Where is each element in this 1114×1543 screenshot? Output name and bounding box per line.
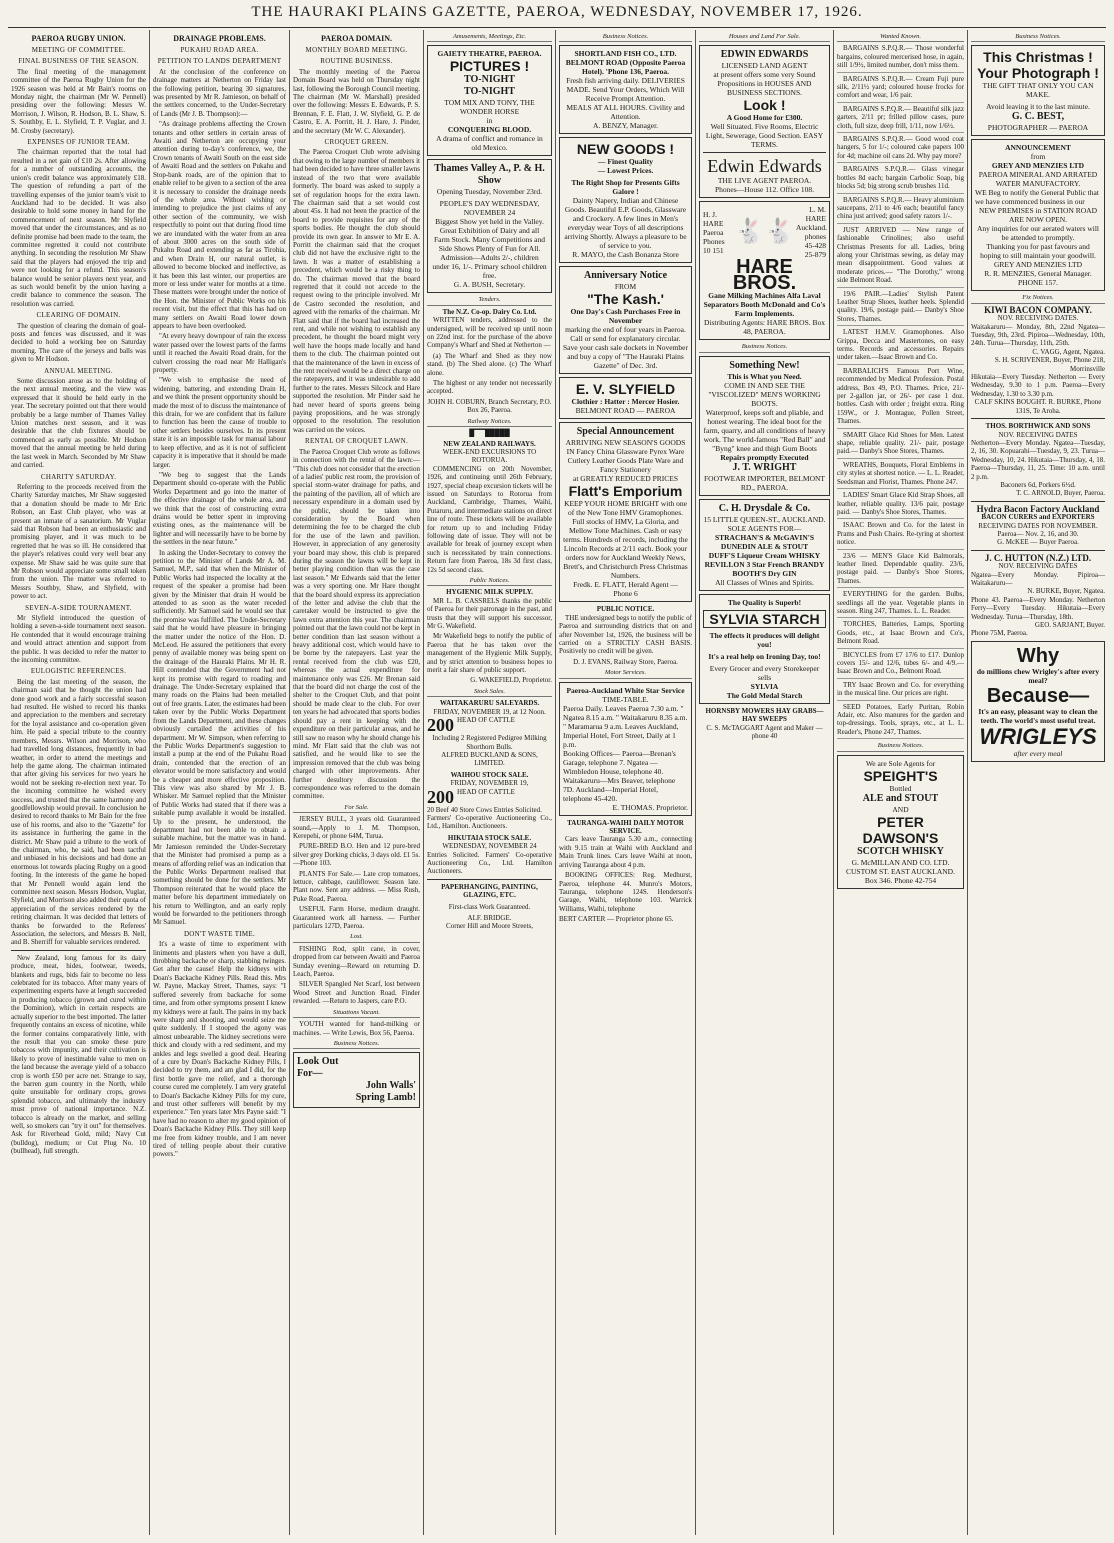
ad-line: NEW PREMISES in STATION ROAD ARE NOW OPEN. (978, 206, 1098, 225)
article-paragraph: "At every heavy downpour of rain the excess water passed over the lowest parts of the farms until it reached the Awaiti Road drain, for the culvert crossing the road near Mr Halligan's property. (153, 332, 286, 375)
ad-line: JOHN H. COBURN, Branch Secretary, P.O. Box 26, Paeroa. (427, 397, 552, 415)
article-subhead: PUKAHU ROAD AREA. (180, 46, 259, 54)
ad-line: Gane Milking Machines Alfa Laval Separators Booth McDonald and Co's Farm Implements. (703, 291, 826, 319)
ad-headline: Because— (986, 684, 1090, 707)
ad-line: FRIDAY, NOVEMBER 19, (450, 779, 529, 788)
column-business-1 (556, 30, 696, 1535)
kash-anniversary-ad (559, 266, 692, 374)
ad-line: TO-NIGHT (464, 74, 515, 86)
ad-line: THE LIVE AGENT PAEROA. (717, 176, 812, 186)
classified-ad: FISHING Rod, split cane, in cover, dropped from car between Awaiti and Paeroa Sunday evening—Reward on returning D. Leach, Paeroa. (293, 944, 420, 979)
article-subhead: SEVEN-A-SIDE TOURNAMENT. (25, 603, 132, 612)
ad-headline: Spring Lamb! (355, 1092, 416, 1104)
ad-line: KEEP YOUR HOME BRIGHT with one of the New Tone HMV Gramophones. Full stocks of HMV, La Gloria, and Mellow Tone Machines. Cash or easy terms. Hundreds of records, including the Lincoln Records at 2/11 each. Book your orders now for Auckland Weekly News, Brett's, and Christchurch Press Christmas Numbers. (563, 499, 688, 581)
ad-line: Phones—House 112. Office 108. (715, 185, 814, 195)
ad-line: Corner Hill and Moore Streets, (446, 922, 533, 931)
wanted-known-item: SEED Potatoes, Early Puritan, Robin Adair, etc. Also manures for the garden and top-dressings. Tools, sprays, etc., at L. L. Reader's, Phone 247, Thames. (837, 703, 964, 740)
train-icon: █▔▔█████ (469, 429, 510, 438)
article-subhead: CROQUET GREEN. (324, 138, 389, 147)
ad-line: DUFF'S Liqueur Cream WHISKY (708, 550, 821, 560)
article-subhead: EULOGISTIC REFERENCES. (30, 667, 127, 676)
ad-headline: The N.Z. Co-op. Dairy Co. Ltd. (442, 307, 537, 316)
section-label: Tenders. (427, 296, 552, 305)
section-label: For Sale. (293, 804, 420, 813)
article-subhead: EXPENSES OF JUNIOR TEAM. (27, 138, 130, 147)
section-label: Public Notices. (427, 577, 552, 586)
section-label: Business Notices. (837, 742, 964, 751)
column-wanted-known (834, 30, 968, 1535)
ad-paragraph: COMMENCING on 20th November, 1926, and continuing until 26th February, 1927, special cheap excursion tickets will be issued on Saturdays to Rotorua from Auckland, Cambridge, Thames, Waihi, Putaruru, and intermediate stations on direct line of route. These tickets will be available for return up to and including Friday following date of issue. They will not be available for break of journey except when such is necessitated by train connections. Return fare from Paeroa, 18s 3d first class, 12s 5d second class. (427, 464, 552, 574)
gaiety-theatre-ad (427, 45, 552, 156)
ad-headline: Your Photograph ! (977, 65, 1099, 82)
ad-headline: For— (297, 1068, 323, 1080)
ad-line: AND (892, 804, 909, 814)
ad-line: Call or send for explanatory circular. (570, 334, 681, 344)
ad-line: C. S. McTAGGART Agent and Maker — phone 40 (706, 723, 823, 741)
ad-line: BELMONT ROAD — PAEROA (575, 406, 676, 416)
ad-headline: E. V. SLYFIELD (575, 381, 676, 398)
ad-line: One Day's Cash Purchases Free in November (570, 307, 681, 326)
walls-lamb-ad (293, 1052, 420, 1108)
ad-line: The Right Shop for Presents Gifts Galore ! (571, 178, 680, 197)
fish-co-ad (559, 45, 692, 134)
article-paragraph: It's a waste of time to experiment with liniments and plasters when you have a dull, throbbing backache or sharp, stabbing twinges. Get after the cause! Help the kidneys with Doan's Backache Kidney Pills. Read this. Mrs W. Payne, Mackay Street, Thames, says: "I suffered severely from backache for some time, and from other symptoms present I knew my kidneys were at fault. The pains in my back were sharp and shooting, and would seize me quite suddenly. If I stooped the agony was almost unbearable. The kidney secretions were thick and cloudy with a red sediment, and my ankles and legs swelled a good deal. Hearing of a cure by Doan's Backache Kidney Pills, I decided to try them, and am glad I did, for the first bottle gave me relief, and a thorough course cured me completely. I am very grateful to Doan's Backache Kidney Pills for my cure, and trust other sufferers will benefit by my experience." Ten years later Mrs Payne said: "I have had no reason to alter my good opinion of Doan's Backache Kidney Pills. They still keep me free from kidney trouble, and I am never tired of telling people about their curative powers." (153, 940, 286, 1159)
cattle-count: 200 (427, 786, 454, 807)
ad-line: Clothier : Hatter : Mercer Hosier. (571, 397, 680, 407)
ad-line: RECEIVING DATES FOR NOVEMBER. (978, 521, 1098, 530)
column-drainage (150, 30, 290, 1535)
article-subhead: MONTHLY BOARD MEETING. (305, 46, 408, 54)
ad-line: HEAD OF CATTLE (457, 716, 515, 725)
ad-line: NOV. RECEIVING DATES (998, 430, 1078, 439)
ad-headline: TAURANGA-WAIHI DAILY MOTOR SERVICE. (567, 818, 684, 836)
article-subhead: FINAL BUSINESS OF THE SEASON. (18, 57, 139, 66)
ad-line: REVILLON 3 Star French BRANDY (704, 559, 825, 569)
classified-ad: PURE-BRED B.O. Hen and 12 pure-bred silver grey Dorking chicks, 3 days old. £1 5s.—Phone 103. (293, 842, 420, 868)
ad-line: after every meal (1013, 748, 1063, 758)
wanted-known-item: BARGAINS S.P.Q.R.— Beautiful silk jazz garters, 2/11 pr; frilled pillow cases, pure cloth, full size, deep frill, 1/11, now 1/6½. (837, 105, 964, 133)
ad-line: Admission—Adults 2/-, children under 16, 1/-. Primary school children free. (432, 253, 547, 281)
ad-line: PHONE 157. (1017, 278, 1058, 288)
ad-line: It's a real help on Ironing Day, too! (708, 651, 821, 661)
wanted-known-item: BARBALICH'S Famous Port Wine, recommended by Medical Profession. Postal address, Box 49, P.O. Thames. Price, 21/- per 2-gallon jar, or 26/- per case 1 doz. bottles. Cash with order ; freight extra. Ring 159W., or J. Montague, Pollen Street, Thames. (837, 367, 964, 429)
ad-line: PHOTOGRAPHER — PAEROA (987, 123, 1089, 133)
ad-line: The effects it produces will delight you! (709, 630, 820, 649)
ad-headline: WAITAKARURU SALEYARDS. (439, 699, 540, 708)
ad-headline: EDWIN EDWARDS (720, 49, 809, 61)
ad-line: Biggest Show yet held in the Valley. Great Exhibition of Dairy and all Farm Stock. Many Competitions and Side Shows Plenty of Fun for All. (433, 217, 546, 254)
ad-headline: This Christmas ! (983, 49, 1093, 66)
section-label: Fix Notices. (971, 294, 1105, 303)
ad-headline: HIKUTAIA STOCK SALE. (447, 833, 532, 842)
article-paragraph: The final meeting of the management committee of the Paeroa Rugby Union for the 1926 season was held at Mr Bain's rooms on Monday night, the chairman (Mr W. Pennell) presiding over the following: Messrs W. Morrison, J. Wilson, R. Hodson, B. L. Shaw, S. S. Southby, E. L. Slyfield, T. P. Vuglar, and J. M. Crosby (secretary). (11, 67, 146, 135)
article-paragraph: "As drainage problems affecting the Crown tenants and other settlers in certain areas of Awaiti and Netherton are occupying your attention during to-day's conference, we, the Crown tenants of Awaiti South on the east side of Awaiti Road and the settlers on Pukahu and Stop-bank roads, are of the opinion that to enable relief to be given to a section of the area it is necessary to consider the drainage needs of the whole area. Without wishing or intending to prejudice the just claims of any other section of the community, we wish respectfully to point out that during flood time we are inundated with the water from an area of about 3000 acres on the south side of Pukahu Road and extending as far as Tirohia, and when Drain H, our natural outlet, is allowed to become blocked and ineffective, as it has been this last winter, our properties are more or less under water for months at a time. These matters were brought under the notice of the Hon. the Minister of Public Works on his recent visit, but the effect that this has had on many settlers on Awaiti Road lower down appears to have been overlooked. (153, 120, 286, 330)
ad-line: R. R. MENZIES, General Manager. (984, 269, 1092, 279)
photographer-ad (971, 45, 1105, 136)
ad-headline: HYGIENIC MILK SUPPLY. (446, 588, 533, 597)
wanted-known-item: TRY Isaac Brown and Co. for everything in the musical line. Our prices are right. (837, 681, 964, 701)
ad-line: SCOTCH WHISKY (857, 845, 944, 857)
article-paragraph: The Paeroa Croquet Club wrote as follows in connection with the rental of the lawn:— "This club does not consider that the erection of a ladies' public rest room, the provision of special storm-water drainage for paths, and the painting of the pavilion, all of which are necessary expenditure in a domain used by the public, should be taken into consideration by the Board when determining the fee to be charged the club for the use of the lawn and pavilion. However, in appreciation of any generosity your board may show, this club is prepared during the season the lawns will be kept in better playing condition than was the case last season." Mr Edwards said that the letter was a very sporting one. Mr Hare thought that the board should express its appreciation of the letter and advise the club that the caretaker would be instructed to give the lawn extra attention this year. The chairman pointed out that the lawn could not be kept in better condition than last season without a heavy additional cost, which would have to be borne by the ratepayers. Last year the rental received from the club was £20, whereas the actual expenditure for maintenance only was £26. Mr Brenan said that the board did not charge the cost of the shelter to the Croquet Club, and that point should be made clear to the club. For over ten years he had advocated that sports bodies should pay a rent in keeping with the expenditure on their particular areas, and he still saw no reason why he should change his mind. Mr Flatt said that the club was not satisfied, and he would like to see the impression removed that the club was being charged with other improvements. After further desultory discussion the correspondence was referred to the domain committee. (293, 447, 420, 801)
ad-line: It's an easy, pleasant way to clean the teeth. The world's most useful treat. (978, 706, 1098, 725)
ad-line: Repairs promptly Executed (720, 452, 809, 462)
ad-line: Save your cash sale dockets in November and buy a copy of "The Hauraki Plains Gazette" of Dec. 3rd. (563, 343, 688, 371)
ad-headline: PAPERHANGING, PAINTING, GLAZING, ETC. (441, 882, 538, 900)
ad-line: TO-NIGHT (464, 86, 515, 98)
ad-headline: PETER DAWSON'S (862, 813, 939, 846)
article-paragraph: "We beg to suggest that the Lands Department should co-operate with the Public Works Department and go into the matter of the effective drainage of the whole area, and we think that the cost of constructing extra drains would be better spent in improving existing ones, as the maintenance will be lighter and will necessarily have to be borne by the settlers in the near future." (153, 470, 286, 547)
slyfield-ad (559, 377, 692, 419)
ad-line: J. T. WRIGHT (732, 461, 797, 473)
ad-line: TOM MIX AND TONY, THE WONDER HORSE (444, 98, 535, 117)
column-domain (290, 30, 424, 1535)
ad-line: THE GIFT THAT ONLY YOU CAN MAKE. (982, 81, 1094, 100)
section-label: Business Notices. (293, 1040, 420, 1049)
article-paragraph: New Zealand, long famous for its dairy produce, meat, hides, footwear, tweeds, blankets and rugs, bids fair to become no less celebrated for its tobacco. After many years of experimenting experts have at length succeeded in producing tobacco (grown and cured within the Dominion), which in certain respects are actually superior to the best imported. The latter frequently contains an excess of nicotine, while the former contains comparatively little, with the result that you can smoke these pure tobaccos with impunity, and their cultivation is likely to prove of inestimable value to men on the land because the average yield of a tobacco crop is worth £50 per acre net. Strange to say, the barren gum country in the North, while quite unsuitable for ordinary crops, grows splendid tobacco, and ultimately the industry must prove of national importance. N.Z. tobacco is already on the market, and selling well, so smokers can "try it out" for themselves. Ask for Riverhead Gold, mild; Navy Cut (bulldog), medium; or Cut Plug No. 10 (bullhead), full strength. (11, 953, 146, 1156)
ad-line: FRIDAY, NOVEMBER 19, at 12 Noon. (433, 707, 546, 716)
wanted-known-item: BARGAINS S.P.Q.R.— Those wonderful bargains, coloured mercerised hose, in again, still 1/9½, limited number, don't miss them. (837, 44, 964, 72)
ad-line: Thanking you for past favours and hoping to still maintain your goodwill. (980, 242, 1096, 261)
ad-line: STRACHAN'S & McGAVIN'S DUNEDIN ALE & STOUT (714, 532, 815, 551)
ad-line: ALFRED BUCKLAND & SONS, LIMITED. (441, 750, 538, 768)
section-label: Wanted Known. (837, 33, 964, 42)
flatts-emporium-ad (559, 422, 692, 602)
article-subhead: ANNUAL MEETING. (44, 366, 113, 375)
wanted-known-item: BARGAINS S.P.Q.R.— Glass vinegar bottles 8d each; bargain Carbolic Soap, big blocks 5d; big strong scrub brushes 11d. (837, 165, 964, 193)
ad-line: H. J. HARE Paeroa Phones 10 151 (703, 209, 725, 255)
ad-line: Fresh fish arriving daily. DELIVERIES MADE. Send Your Orders, Which Will Receive Prompt Attention. (566, 76, 685, 104)
ad-line: Waitakaruru— Monday, 8th, 22nd Ngatea—Tuesday, 9th, 23rd. Pipiroa—Wednesday, 10th, 24th. Turua—Thursday, 11th, 25th. (971, 322, 1105, 348)
ad-line: FOOTWEAR IMPORTER, BELMONT RD., PAEROA. (703, 473, 825, 492)
column-amusements (424, 30, 556, 1535)
ad-headline: Edwin Edwards (707, 156, 822, 177)
wrigleys-logo: WRIGLEYS (979, 723, 1097, 749)
speights-ad (837, 755, 964, 889)
edwards-land-ad (699, 45, 830, 198)
wanted-known-item: JUST ARRIVED — New range of fashionable Crinolines; also useful Christmas Presents for all. Ladies, bring along your Christmas sewing, as delay may mean disappointment. Good values at moderate prices.— "The Dorothy," wrong side Belmont Road. (837, 226, 964, 288)
ad-line: Distributing Agents: HARE BROS. Box 48, PAEROA. (703, 318, 826, 337)
ad-line: marking the end of four years in Paeroa. (565, 325, 686, 335)
classified-ad: PLANTS For Sale.— Late crop tomatoes, lettuce, cabbage, cauliflower. Season late. Plant now. Sent any address. — Miss Rush, Puke Road, Paeroa. (293, 869, 420, 903)
wanted-known-item: SMART Glace Kid Shoes for Men. Latest shape, reliable quality. 21/- pair, postage paid.— Danby's Shoe Stores, Thames. (837, 431, 964, 459)
ad-line: FROM (614, 282, 637, 292)
sylvia-starch-ad (699, 594, 830, 704)
columns (8, 30, 1108, 1535)
ad-headline: C. H. Drysdale & Co. (718, 502, 811, 514)
section-label: Situations Vacant. (293, 1009, 420, 1018)
ad-line: — Lowest Prices. (597, 166, 654, 176)
section-label: Motor Services. (559, 669, 692, 678)
ad-headline: PUBLIC NOTICE. (596, 605, 655, 614)
article-title: PAEROA RUGBY UNION. (31, 34, 126, 43)
ad-paragraph: (a) The Wharf and Shed as they now stand. (b) The Shed alone. (c) The Wharf alone. (427, 351, 552, 377)
ad-headline: KIWI BACON COMPANY. (984, 304, 1092, 315)
ad-line: L. M. HARE Auckland. phones 45-428 25-879 (795, 205, 828, 260)
ad-headline: J. C. HUTTON (N.Z.) LTD. (984, 552, 1092, 563)
ad-line: Ngatea—Every Monday. Pipiroa— Waitakaruru— (971, 570, 1105, 587)
ad-line: GEO. SARJANT, Buyer. (1034, 621, 1105, 630)
section-label: Business Notices. (971, 33, 1105, 42)
article-paragraph: The question of clearing the domain of goal-posts and fences was discussed, and it was decided to hold a working bee on Saturday morning. The care of the jerseys and balls was given to Mr Hodson. (11, 321, 146, 364)
ad-headline: WAIHOU STOCK SALE. (450, 770, 529, 779)
ad-line: 15 LITTLE QUEEN-ST., AUCKLAND. (703, 514, 826, 524)
ad-headline: NEW GOODS ! (576, 141, 675, 158)
wanted-known-item: 19/6 PAIR.—Ladies' Stylish Patent Leather Strap Shoes, leather heels. Splendid quality. 19/6, postage paid.— Danby's Shoe Stores, Thames. (837, 290, 964, 327)
wanted-known-item: BARGAINS S.P.Q.R.— Cream Fuji pure silk, 2/11½ yard; coloured house frocks for comfort and wear, 1/6 pair. (837, 75, 964, 103)
ad-line: 20 Beef 40 Store Cows Entries Solicited. (427, 805, 542, 814)
ad-line: NOV. RECEIVING DATES. (997, 314, 1079, 323)
ad-headline: NEW ZEALAND RAILWAYS. (443, 439, 536, 448)
ad-line: This is What you Need. (727, 371, 802, 381)
divider (11, 950, 146, 951)
ad-line: GREY AND MENZIES LTD (994, 260, 1082, 270)
ad-line: CALF SKINS BOUGHT. R. BURKE, Phone 131S, Te Aroha. (974, 398, 1102, 415)
ad-line: — Finest Quality (597, 157, 653, 167)
ad-headline: Flatt's Emporium (568, 483, 683, 500)
ad-line: Paeroa Daily. Leaves Paeroa 7.30 a.m. " Ngatea 8.15 a.m. " Waitakaruru 8.35 a.m. " Maramarua 9 a.m. Leaves Auckland, Imperial Hotel, Fort Street, Daily at 1 p.m. (563, 703, 688, 749)
wanted-known-item: ISAAC Brown and Co. for the latest in Prams and Push Chairs. Re-tyring at shortest notice. (837, 521, 964, 549)
wrigleys-ad (971, 641, 1105, 762)
ad-line: First-class Work Guaranteed. (448, 902, 531, 911)
ad-line: R. MAYO, the Cash Bonanza Store (572, 250, 679, 260)
column-business-2 (968, 30, 1108, 1535)
section-label: Stock Sales. (427, 688, 552, 697)
ad-line: NOV. RECEIVING DATES (998, 562, 1078, 571)
drysdale-ad (699, 499, 830, 591)
ad-line: All Classes of Wines and Spirits. (715, 577, 814, 587)
ad-headline: Thames Valley A., P. & H. Show (434, 163, 545, 187)
article-paragraph: In asking the Under-Secretary to convey the petition to the Minister of Lands Mr A. M. Samuel, M.P., said that when the Minister of Public Works had inspected the locality at the request of the speaker a promise had been given by the Minister that drain H would be attended to as soon as the water receded sufficiently. Mr Samuel said he would see that the promise was fulfilled. The Under-Secretary said that he would have pleasure in bringing the matter under the notice of the Hon. D. McLeod. He assured the petitioners that every penny of available money was being spent on the drainage of the Hauraki Plains. Mr H. R. Hill contended that the Government had not kept its promise with regard to roading and drainage. The Under-Secretary explained that many roads on the Plains had been metalled out of free grants. Later, the estimates had been taken over by the Public Works Department from the Lands Department, and these changes obviously curtailed the activities of his department. Mr W. Simpson, when referring to the Public Works Department's suggestion to install a pump at the end of the Pukahu Road drain, contended that the erection of an elevator would be more satisfactory and would be a cheaper and more effective proposition. This view was also shared by Mr J. B. Whisker. Mr Samuel replied that the Minister of Public Works had stated that if there was a suitable pump available it would be installed. Up to the present, he understood, the department had not been able to obtain a suitable machine, but the matter was in hand. Mr Jamieson reminded the Under-Secretary that the Minister had promised a pump as a means of affording relief was an indication that the Public Works Department realised that something should be done for the settlers. Mr Thompson reiterated that he would place the matter before his department immediately on his return to Wellington, and an early reply would be forwarded to the petitioners through Mr Samuel. (153, 548, 286, 927)
ad-headline: SYLVIA STARCH (703, 610, 826, 628)
section-label: Houses and Land For Sale. (699, 33, 830, 42)
article-paragraph: The monthly meeting of the Paeroa Domain Board was held on Thursday night last, following the Borough Council meeting. The chairman (Mr W. Marshall) presided over the following: Messrs E. Edwards, P. S. Brennan, F. E. Flatt, J. W. Slyfield, G. P. de Castro, E. A. Porritt, H. J. Hare, J. Pinder, and the secretary (Mr W. C. Alexander). (293, 67, 420, 135)
wright-boots-ad (699, 356, 830, 496)
ad-headline: GREY AND MENZIES LTD (991, 161, 1085, 171)
ad-line: BOOTH'S Dry GIN (732, 568, 797, 578)
ad-line: ALE and STOUT (862, 792, 939, 804)
ad-line: CONQUERING BLOOD. (447, 125, 532, 135)
ad-headline: PICTURES ! (449, 58, 530, 75)
ad-headline: G. C. BEST, (1011, 111, 1065, 123)
ad-line: D. J. EVANS, Railway Store, Paeroa. (573, 657, 678, 666)
ad-line: ARRIVING NEW SEASON'S GOODS IN Fancy China Glassware Pyrex Ware Cutlery Leather Goods Plate Ware and Fancy Stationery (565, 438, 686, 475)
article-paragraph: "We wish to emphasise the need of widening, battering, and extending Drain H, and we think the present opportunity should be made the most of to discuss the maintenance of this drain, for we are confident that its failure to function has been the cause of trouble to other settlers besides ourselves. In its present state it is an impossible task for manual labour to keep effective, and as it is not of sufficient capacity it is imperative that it should be made larger. (153, 376, 286, 469)
ad-line: Dainty Napery, Indian and Chinese Goods. Beautiful E.P. Goods, Glassware and Crockery. A few lines in Men's everyday wear Toys of all descriptions arriving Shortly. Always a pleasure to be of service to you. (564, 196, 687, 251)
ad-line: Bottled (889, 783, 912, 793)
ad-line: GAIETY THEATRE, PAEROA. (437, 49, 542, 59)
ad-line: A Good Home for £300. (726, 113, 803, 123)
ad-line: Opening Tuesday, November 23rd. (436, 187, 543, 197)
wanted-known-item: LATEST H.M.V. Gramophones. Also Grippa, Decca and Mastertones, on easy terms. Records and accessories. Repairs under taken.—Isaac Brown and Co. (837, 328, 964, 365)
ad-line: G. A. BUSH, Secretary. (453, 280, 526, 290)
masthead-rule (8, 27, 1106, 28)
ad-line: Paeroa— Nov. 2, 16, and 30. (997, 529, 1079, 538)
ad-line: Entries Solicited. Farmers' Co-operative Auctioneering Co., Ltd. Hamilton Auctioneers. (427, 850, 552, 876)
ad-line: E. THOMAS. Proprietor. (612, 802, 688, 812)
ad-line: A. BENZY, Manager. (592, 121, 659, 131)
article-title: PAEROA DOMAIN. (321, 34, 392, 43)
ad-line: Any inquiries for our aerated waters will be attended to promptly. (976, 224, 1100, 243)
ad-line: The Quality is Superb! (727, 597, 802, 607)
article-subhead: ROUTINE BUSINESS. (320, 57, 393, 66)
article-title: DRAINAGE PROBLEMS. (173, 34, 266, 43)
article-paragraph: Mr Slyfield introduced the question of holding a seven-a-side tournament next season. He contended that it would encourage training and would attract attention and support from the public. It was decided to refer the matter to the incoming committee. (11, 614, 146, 665)
ad-line: COME IN AND SEE THE "VISCOLIZED" MEN'S WORKING BOOTS. (708, 380, 821, 408)
ad-line: The Gold Medal Starch (726, 690, 803, 700)
wanted-known-item: 23/6 — MEN'S Glace Kid Balmorals, leather lined. Dependable quality. 23/6, postage paid. — Danby's Shoe Stores, Thames. (837, 552, 964, 589)
ad-line: PEOPLE'S DAY WEDNESDAY, NOVEMBER 24 (439, 199, 540, 218)
ad-line: Well Situated. Five Rooms, Electric Light, Sewerage, Good Section. EASY TERMS. (705, 122, 824, 150)
ad-line: G. McKEE — Buyer Paeroa. (997, 538, 1079, 547)
ad-line: Farmers' Co-operative Auctioneering Co., Ltd., Hamilton. Auctioneers. (427, 813, 552, 831)
article-paragraph: The Paeroa Croquet Club wrote advising that owing to the large number of members it had been decided to have three smaller lawns instead of the two that were available formerly. The board was asked to supply a set of regulation hoops for the extra lawn. The chairman said that a set would cost about 45s. It had not been the practice of the board to provide requisites for any of the sports bodies. He thought the club should provide its own gear. In answer to Mr E. A. Porritt the chairman said that the croquet club did not have the exclusive right to the lawn. It was a matter of establishing a precedent, which would be a risky thing to do. The chairman moved that the board regretted that it could not accede to the request owing to the principle involved. Mr de Castro seconded the resolution, and agreed with the remarks of the chairman. Mr Flatt said that if the board had increased the rent, and while not wishing to establish any precedent, he thought the board might very well have the hoops made locally and hand them to the club. The chairman pointed out that the maintenance of the lawn in excess of the rent received would be a direct charge on the ratepayers, and it was undesirable to add further to the rates. Messrs Silcock and Hare supported the resolution. Mr Pinder said he had never heard of sports greens being paying propositions, and he was strongly opposed to the resolution. The resolution was carried on the voices. (293, 148, 420, 434)
ad-line: Booking Offices— Paeroa—Brenan's Garage, telephone 7. Ngatea — Wimbledon House, telephone 40. Waitakaruru—Mrs Beaver, telephone 7D. Auckland—Imperial Hotel, telephone 45-420. (563, 748, 676, 803)
article-subhead: MEETING OF COMMITTEE. (31, 46, 126, 54)
article-paragraph: The chairman reported that the total had resulted in a net gain of £10 2s. After allowing for a number of outstanding accounts, the union's credit balance was approximately £18. The question of refunding a part of the travelling expenses of the junior team's visit to Auckland had to be decided. It was also desirable to hold some money in hand for the commencement of next season. Mr Slyfield moved that under the circumstances, and as no definite promise had been made to the team, the committee regretted it could not contribute anything. In seconding the resolution Mr Shaw said that the players had enjoyed the trip and were not looking for a refund. This season's balance would be senior players next year, and as such would benefit by the union having a credit balance to commence the season. The resolution was carried. (11, 148, 146, 308)
ad-line: N. BURKE, Buyer, Ngatea. (1027, 587, 1105, 596)
column-houses-land (696, 30, 834, 1535)
ad-headline: Why (1016, 644, 1060, 667)
ad-line: Including 2 Registered Pedigree Milking Shorthorn Bulls. (432, 734, 547, 751)
ad-line: WE Beg to notify the General Public that we have commenced business in our (975, 188, 1099, 207)
ad-line: G. McMILLAN AND CO. LTD. (851, 857, 950, 867)
article-paragraph: Being the last meeting of the season, the chairman said that he thought the union had done good work and a fairly successful season had resulted. He wished to record his thanks and appreciation to the members and secretary for the loyal assistance and co-operation given him. He paid a special tribute to the country members, Messrs. Wilson and Morrison, who had travelled long distances, frequently in bad weather, in order to attend the meetings and help the game along. The chairman intimated that after giving his services for two years he would not be seeking re-election next year. To the incoming committee he wished every success, and trusted that the same harmony and goodfellowship would prevail. In conclusion he desired to record thanks to Mr Bain for the free use of his rooms, and also to the "Gazette" for its assistance in furthering the game in the district. Mr Shaw paid a tribute to the work of the chairman, who, he said, had been tactful and unbiased in his decisions and had done an enormous lot towards placing Rugby on a good footing. In the interests of the game he hoped that Mr Pennell would again lend the committee next season. Messrs Hodson, Vuglar, Slyfield, and Morrison also added their quota of appreciation of the services rendered by the retiring chairman. It was decided that letters of thanks be forwarded to the Referees' Association, the selectors, and Messrs B. Nell, and B. Sherriff for valuable services rendered. (11, 677, 146, 947)
ad-line: Baconers 6d, Porkers 6½d. (1000, 480, 1076, 489)
classified-ad: JERSEY BULL, 3 years old. Guaranteed sound,—Apply to J. M. Thompson, Kerepehi, or phone 64M, Turua. (293, 815, 420, 840)
ad-line: A drama of conflict and romance in old Mexico. (436, 134, 543, 153)
ad-line: HEAD OF CATTLE (457, 787, 515, 796)
ad-paragraph: BOOKING OFFICES: Reg. Medhurst, Paeroa, telephone 44. Munro's Motors, Tauranga, telephone 124S. Henderson's Garage, Waihi, telephone 103. Warrick Williams, Waihi, telephone (559, 871, 692, 913)
ad-paragraph: The highest or any tender not necessarily accepted. (427, 379, 552, 396)
wanted-known-item: LADIES' Smart Glace Kid Strap Shoes, all leather, reliable quality. 13/6 pair, postage paid. — Danby's Shoe Stores, Thames. (837, 491, 964, 519)
ad-headline: ANNOUNCEMENT (1005, 143, 1071, 153)
ad-paragraph: WRITTEN tenders, addressed to the undersigned, will be received up until noon on 22nd inst. for the purchase of the above Company's Wharf and Shed at Netherton — (427, 316, 552, 350)
ad-headline: Something New! (729, 359, 800, 371)
ad-line: Box 346. Phone 42-754 (864, 875, 937, 885)
ad-headline: THOS. BORTHWICK AND SONS (985, 422, 1091, 431)
classified-ad: SILVER Spangled Net Scarf, lost between Wood Street and Junction Road. Finder rewarded. —Return to Jaspers, care P.O. (293, 980, 420, 1006)
ad-paragraph: MR L. B. CASSRELS thanks the public of Paeroa for their patronage in the past, and trusts that they will support his successor, Mr G. Wakefield. (427, 596, 552, 631)
article-subhead: CLEARING OF DOMAIN. (36, 311, 121, 320)
ad-headline: "The Kash.' (587, 291, 664, 308)
grey-menzies-ad (971, 139, 1105, 291)
ad-headline: Anniversary Notice (583, 270, 668, 282)
hare-bros-ad (699, 201, 830, 340)
wanted-known-item: BARGAINS S.P.Q.R.— Good wood coat hangers, 5 for 1/-; coloured cake papers 100 for 4d; machine oil cans 2d. Why pay more? (837, 135, 964, 163)
ad-line: S. H. SCRIVENER, Buyer, Phone 218, Morrinsville (994, 356, 1105, 373)
ad-line: MEALS AT ALL HOURS. Civility and Attention. (566, 103, 685, 122)
ad-line: do millions chew Wrigley's after every meal? (976, 666, 1100, 685)
ad-line: Phone 75M, Paeroa. (971, 629, 1028, 638)
ad-line: SYLVIA (750, 681, 779, 691)
masthead: THE HAURAKI PLAINS GAZETTE, PAEROA, WEDNESDAY, NOVEMBER 17, 1926. (251, 4, 863, 20)
ad-line: at GREATLY REDUCED PRICES (572, 474, 678, 484)
ad-paragraph: Cars leave Tauranga 5.30 a.m., connecting with 9.15 train at Waihi with Auckland and Main Trunk lines. Cars leave Waihi at noon, arriving Tauranga about 4 p.m. (559, 835, 692, 869)
ad-line: at present offers some very Sound Propositions in HOUSES AND BUSINESS SECTIONS. (713, 70, 816, 98)
ad-headline: HORNSBY MOWERS HAY GRABS—HAY SWEEPS (705, 706, 824, 724)
ad-headline: Hydra Bacon Factory Auckland (976, 503, 1100, 514)
classified-ad: YOUTH wanted for hand-milking or machines. — Write Lewis, Box 56, Paeroa. (293, 1020, 420, 1037)
ad-paragraph: THE undersigned begs to notify the public of Paeroa and surrounding districts that on and after November 1st, 1926, the business will be carried on a STRICTLY CASH BASIS. Positively no credit will be given. (559, 613, 692, 656)
ad-headline: Look ! (743, 97, 786, 114)
ad-line: We are Sole Agents for (865, 758, 936, 768)
ad-line: Waterproof, keeps soft and pliable, and honest wearing. The ideal boot for the farm, quarry, and all conditions of heavy work. The world-famous "Red Ball" and "Byng" knee and thigh Gum Boots (703, 407, 826, 453)
ad-headline: SPEIGHT'S (863, 767, 938, 784)
ad-line: PAEROA MINERAL AND ARRATED WATER MANUFACTORY. (978, 170, 1098, 189)
wanted-known-item: WREATHS, Bouquets, Floral Emblems in city styles at shortest notice. — L. L. Reader, Seedsman and Florist, Thames. Phone 247. (837, 461, 964, 489)
new-goods-ad (559, 137, 692, 263)
hare-icon: 🐇🐇 (734, 219, 795, 246)
ad-paragraph: Mr Wakefield begs to notify the public of Paeroa that he has taken over the management of the Hygienic Milk Supply, and by strict attention to business hopes to merit a fair share of public support. (427, 632, 552, 675)
wanted-known-item: TORCHES, Batteries, Lamps, Sporting Goods, etc., at Isaac Brown and Co's, Belmont Road. (837, 620, 964, 648)
ad-headline: HARE BROS. (732, 256, 797, 295)
ad-line: WEEK-END EXCURSIONS TO ROTORUA. (442, 447, 537, 465)
white-star-ad (559, 682, 692, 816)
column-rugby-union (8, 30, 150, 1535)
ad-line: Avoid leaving it to the last minute. (986, 102, 1090, 112)
section-label: Business Notices. (559, 33, 692, 42)
wanted-known-list (837, 44, 964, 739)
ad-line: from (1030, 152, 1046, 162)
ad-line: BERT CARTER — Proprietor phone 65. (559, 915, 674, 924)
ad-line: Netherton—Every Monday. Ngatea—Tuesday, 2, 16, 30. Kopuarahi—Tuesday, 9, 23. Turua—Wednesday, 10, 24. Hikutaia—Thursday, 4, 18. Paeroa—Thursday, 11, 25. Time: 10 a.m. until 2 p.m. (971, 438, 1105, 481)
ad-line: T. C. ARNOLD, Buyer, Paeroa. (1016, 489, 1105, 498)
article-paragraph: Referring to the proceeds received from the Charity Saturday matches, Mr Shaw suggested that a donation should be made to Mr Eric Robson, an East Club player, who was at present an inmate of a sanatorium. Mr Vuglar said that Robson had been an enthusiastic and promising player, and it was much to be regretted that he was so ill. He considered that the player's relatives could very well bear any expense. Mr Shaw said he was quite sure that Mr Robson would appreciate some small token from the union. The matter was referred to Messrs Southby, Shaw, and Slyfield, with power to act. (11, 482, 146, 601)
ad-line: Every Grocer and every Storekeeper sells (709, 663, 820, 682)
ad-line: Fredk. E. FLATT, Herald Agent — Phone 6 (573, 580, 678, 599)
article-subhead: PETITION TO LANDS DEPARTMENT (157, 57, 282, 66)
ad-line: Phone 43. Paeroa—Every Monday. Netherton Ferry—Every Tuesday. Hikutaia—Every Wednesday. Turua—Thursday, 18th. (971, 595, 1105, 621)
article-subhead: CHARITY SATURDAY. (40, 472, 117, 481)
article-subhead: RENTAL OF CROQUET LAWN. (305, 437, 408, 446)
ad-headline: John Walls' (365, 1080, 416, 1092)
ad-line: LICENSED LAND AGENT (721, 61, 808, 71)
ad-headline: Special Announcement (576, 426, 675, 438)
wanted-known-item: BARGAINS S.P.Q.R.— Heavy aluminium saucepans, 2/11 to 4/6 each; beautiful fancy china just arrived; good safety razors 1/-. (837, 196, 964, 224)
ad-line: ALF. BRIDGE. (467, 914, 512, 922)
section-label: Railway Notices. (427, 418, 552, 427)
wanted-known-item: BICYCLES from £7 17/6 to £17. Dunlop covers 15/- and 12/6, tubes 6/- and 4/9.—Isaac Brown and Co., Belmont Road. (837, 651, 964, 679)
classified-ad: USEFUL Farm Horse, medium draught. Guaranteed work all harness. — Further particulars 127D, Paeroa. (293, 905, 420, 931)
ad-line: in (486, 116, 493, 126)
ad-line: C. VAGG, Agent, Ngatea. (1032, 347, 1105, 356)
article-paragraph: Some discussion arose as to the holding of the next annual meeting, and the view was expressed that it should be held early in the year. The secretary pointed out that there would probably be a large number of Thames Valley Union matches next season, and it was desirable that the club fixtures should be commenced as early as possible. Mr Hodson moved that the annual meeting be held during the last week in March. Seconded by Mr Shaw and carried. (11, 377, 146, 470)
ad-headline: SHORTLAND FISH CO., LTD. BELMONT ROAD (Opposite Paeroa Hotel). 'Phone 136, Paeroa. (565, 49, 686, 77)
section-label: Lost. (293, 933, 420, 942)
ad-line: TIME-TABLE. (602, 694, 649, 704)
ad-line: WEDNESDAY, NOVEMBER 24 (442, 842, 537, 851)
ad-line: SOLE AGENTS FOR— (727, 523, 802, 533)
ad-line: Hikutaia—Every Tuesday. Netherton — Every Wednesday, 9.30 to 1 p.m. Paeroa—Every Wednesday, 1.30 to 3.30 p.m. (971, 373, 1105, 398)
article-subhead: DON'T WASTE TIME. (183, 929, 256, 938)
cattle-count: 200 (427, 715, 454, 736)
wanted-known-item: EVERYTHING for the garden. Bulbs, seedlings all the year. Vegetable plants in season. Ring 247, Thames. L. L. Reader. (837, 590, 964, 618)
ad-line: G. WAKEFIELD, Proprietor. (470, 676, 552, 685)
section-label: Amusements, Meetings, Etc. (427, 33, 552, 42)
ad-line: BACON CURERS and EXPORTERS (981, 513, 1095, 522)
article-paragraph: At the conclusion of the conference on drainage matters at Netherton on Friday last the following petition, bearing 30 signatures, was presented by Mr R. Jamieson, on behalf of the settlers concerned, to the Under-Secretary of Lands (Mr J. B. Thompson):— (153, 67, 286, 118)
show-ad (427, 159, 552, 293)
ad-line: CUSTOM ST. EAST AUCKLAND. (846, 866, 955, 876)
section-label: Business Notices. (699, 343, 830, 352)
ad-headline: Paeroa-Auckland White Star Service (566, 685, 685, 695)
ad-headline: Look Out (297, 1056, 339, 1068)
